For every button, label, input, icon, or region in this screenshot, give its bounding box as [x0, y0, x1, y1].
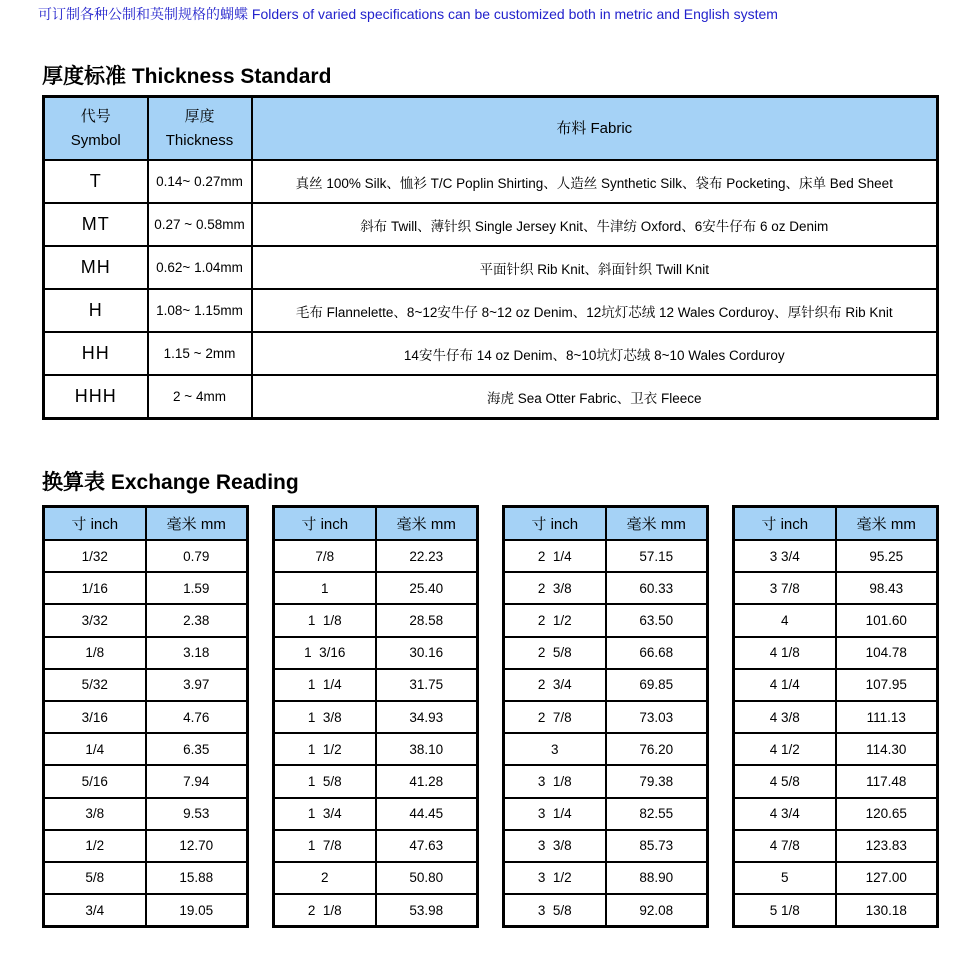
exchange-row	[734, 540, 938, 572]
inch-cell: 5/16	[44, 765, 146, 797]
thickness-table-header	[44, 97, 938, 161]
mm-cell: 127.00	[836, 862, 938, 894]
exchange-row	[274, 637, 478, 669]
mm-cell: 120.65	[836, 798, 938, 830]
fabric-cell: 14安牛仔布 14 oz Denim、8~10坑灯芯绒 8~10 Wales Corduroy	[252, 332, 938, 375]
mm-cell: 79.38	[606, 765, 708, 797]
inch-cell: 1/16	[44, 572, 146, 604]
exchange-table-body	[734, 540, 938, 927]
fabric-cell: 斜布 Twill、薄针织 Single Jersey Knit、牛津纺 Oxford、6安牛仔布 6 oz Denim	[252, 203, 938, 246]
exchange-row	[734, 604, 938, 636]
inch-cell: 3 1/4	[504, 798, 606, 830]
thickness-cell: 2 ~ 4mm	[148, 375, 252, 419]
symbol-cell: MH	[44, 246, 148, 289]
exchange-row	[44, 701, 248, 733]
thickness-table-body	[44, 160, 938, 419]
thickness-cell: 0.14~ 0.27mm	[148, 160, 252, 203]
thickness-header-zh: 厚度	[184, 108, 215, 126]
exchange-row	[734, 798, 938, 830]
exchange-row	[44, 572, 248, 604]
thickness-row	[44, 332, 938, 375]
exchange-table-body	[274, 540, 478, 927]
mm-cell: 114.30	[836, 733, 938, 765]
exchange-table-header	[504, 507, 708, 541]
exchange-row	[504, 572, 708, 604]
symbol-cell: HH	[44, 332, 148, 375]
exchange-row	[504, 830, 708, 862]
exchange-row	[274, 572, 478, 604]
exchange-table	[732, 505, 939, 928]
mm-cell: 6.35	[146, 733, 248, 765]
mm-cell: 107.95	[836, 669, 938, 701]
inch-cell: 5/32	[44, 669, 146, 701]
mm-cell: 92.08	[606, 894, 708, 927]
fabric-cell: 真丝 100% Silk、恤衫 T/C Poplin Shirting、人造丝 Synthetic Silk、袋布 Pocketing、床单 Bed Sheet	[252, 160, 938, 203]
exchange-header-row	[274, 507, 478, 541]
exchange-row	[274, 830, 478, 862]
mm-cell: 38.10	[376, 733, 478, 765]
mm-cell: 3.18	[146, 637, 248, 669]
fabric-cell: 平面针织 Rib Knit、斜面针织 Twill Knit	[252, 246, 938, 289]
exchange-row	[504, 733, 708, 765]
inch-cell: 1 1/8	[274, 604, 376, 636]
exchange-row	[44, 604, 248, 636]
symbol-header-en: Symbol	[70, 131, 121, 149]
inch-cell: 2	[274, 862, 376, 894]
symbol-header-zh: 代号	[80, 108, 111, 126]
exchange-row	[734, 862, 938, 894]
inch-cell: 1/4	[44, 733, 146, 765]
inch-cell: 3 3/4	[734, 540, 836, 572]
mm-cell: 53.98	[376, 894, 478, 927]
inch-cell: 4 1/2	[734, 733, 836, 765]
mm-cell: 22.23	[376, 540, 478, 572]
exchange-row	[274, 765, 478, 797]
mm-cell: 41.28	[376, 765, 478, 797]
inch-column-header: 寸 inch	[274, 507, 376, 541]
inch-cell: 3	[504, 733, 606, 765]
inch-cell: 1 5/8	[274, 765, 376, 797]
exchange-table-body	[44, 540, 248, 927]
mm-cell: 85.73	[606, 830, 708, 862]
inch-cell: 1 3/16	[274, 637, 376, 669]
inch-cell: 1	[274, 572, 376, 604]
inch-cell: 3/8	[44, 798, 146, 830]
mm-cell: 111.13	[836, 701, 938, 733]
inch-cell: 4 1/8	[734, 637, 836, 669]
symbol-cell: T	[44, 160, 148, 203]
inch-cell: 4 3/4	[734, 798, 836, 830]
fabric-cell: 海虎 Sea Otter Fabric、卫衣 Fleece	[252, 375, 938, 419]
mm-cell: 31.75	[376, 669, 478, 701]
inch-cell: 1/8	[44, 637, 146, 669]
exchange-row	[734, 572, 938, 604]
thickness-cell: 0.62~ 1.04mm	[148, 246, 252, 289]
inch-cell: 4	[734, 604, 836, 636]
exchange-row	[274, 798, 478, 830]
mm-cell: 88.90	[606, 862, 708, 894]
symbol-cell: MT	[44, 203, 148, 246]
mm-cell: 76.20	[606, 733, 708, 765]
inch-cell: 1 3/4	[274, 798, 376, 830]
inch-cell: 2 3/4	[504, 669, 606, 701]
customization-note: 可订制各种公制和英制规格的蝴蝶 Folders of varied specifications can be customized both in metric and English system	[38, 6, 778, 22]
mm-cell: 9.53	[146, 798, 248, 830]
exchange-row	[504, 637, 708, 669]
mm-cell: 44.45	[376, 798, 478, 830]
exchange-row	[734, 701, 938, 733]
mm-column-header: 毫米 mm	[146, 507, 248, 541]
thickness-cell: 0.27 ~ 0.58mm	[148, 203, 252, 246]
mm-cell: 101.60	[836, 604, 938, 636]
thickness-row	[44, 203, 938, 246]
thickness-header-en: Thickness	[165, 131, 234, 149]
mm-cell: 2.38	[146, 604, 248, 636]
mm-column-header: 毫米 mm	[836, 507, 938, 541]
fabric-column-header: 布料 Fabric	[252, 97, 938, 161]
exchange-row	[44, 765, 248, 797]
inch-cell: 2 1/4	[504, 540, 606, 572]
mm-cell: 15.88	[146, 862, 248, 894]
mm-cell: 60.33	[606, 572, 708, 604]
inch-cell: 5 1/8	[734, 894, 836, 927]
mm-cell: 98.43	[836, 572, 938, 604]
mm-cell: 47.63	[376, 830, 478, 862]
exchange-row	[44, 637, 248, 669]
mm-cell: 25.40	[376, 572, 478, 604]
mm-cell: 95.25	[836, 540, 938, 572]
inch-cell: 1 7/8	[274, 830, 376, 862]
exchange-row	[44, 830, 248, 862]
symbol-column-header	[44, 97, 148, 161]
symbol-cell: HHH	[44, 375, 148, 419]
mm-cell: 7.94	[146, 765, 248, 797]
exchange-table-header	[274, 507, 478, 541]
exchange-table-header	[44, 507, 248, 541]
exchange-row	[44, 894, 248, 927]
exchange-row	[734, 830, 938, 862]
inch-cell: 2 1/2	[504, 604, 606, 636]
exchange-row	[274, 540, 478, 572]
inch-cell: 1 1/2	[274, 733, 376, 765]
exchange-row	[504, 604, 708, 636]
inch-cell: 4 1/4	[734, 669, 836, 701]
inch-cell: 3/4	[44, 894, 146, 927]
mm-cell: 1.59	[146, 572, 248, 604]
mm-cell: 130.18	[836, 894, 938, 927]
mm-cell: 34.93	[376, 701, 478, 733]
exchange-row	[734, 894, 938, 927]
exchange-row	[504, 669, 708, 701]
exchange-row	[44, 733, 248, 765]
exchange-row	[44, 669, 248, 701]
exchange-header-row	[44, 507, 248, 541]
exchange-row	[44, 540, 248, 572]
exchange-table-header	[734, 507, 938, 541]
inch-cell: 4 7/8	[734, 830, 836, 862]
mm-cell: 104.78	[836, 637, 938, 669]
exchange-row	[274, 733, 478, 765]
exchange-table	[42, 505, 249, 928]
mm-cell: 82.55	[606, 798, 708, 830]
exchange-row	[734, 765, 938, 797]
inch-cell: 4 5/8	[734, 765, 836, 797]
thickness-row	[44, 375, 938, 419]
inch-cell: 5/8	[44, 862, 146, 894]
exchange-row	[504, 701, 708, 733]
exchange-row	[504, 798, 708, 830]
inch-cell: 1 3/8	[274, 701, 376, 733]
inch-cell: 3 5/8	[504, 894, 606, 927]
inch-column-header: 寸 inch	[734, 507, 836, 541]
exchange-row	[44, 798, 248, 830]
exchange-row	[504, 765, 708, 797]
inch-column-header: 寸 inch	[504, 507, 606, 541]
exchange-header-row	[504, 507, 708, 541]
mm-cell: 123.83	[836, 830, 938, 862]
symbol-cell: H	[44, 289, 148, 332]
exchange-row	[274, 604, 478, 636]
thickness-standard-table	[42, 95, 939, 420]
inch-cell: 1 1/4	[274, 669, 376, 701]
exchange-row	[734, 637, 938, 669]
inch-cell: 3 7/8	[734, 572, 836, 604]
mm-cell: 69.85	[606, 669, 708, 701]
exchange-header-row	[734, 507, 938, 541]
inch-cell: 1/32	[44, 540, 146, 572]
inch-cell: 3/16	[44, 701, 146, 733]
mm-cell: 3.97	[146, 669, 248, 701]
exchange-tables-container	[42, 505, 939, 928]
exchange-row	[274, 669, 478, 701]
inch-cell: 3 3/8	[504, 830, 606, 862]
mm-cell: 63.50	[606, 604, 708, 636]
mm-column-header: 毫米 mm	[606, 507, 708, 541]
exchange-row	[504, 894, 708, 927]
inch-cell: 3 1/8	[504, 765, 606, 797]
exchange-section-title: 换算表 Exchange Reading	[42, 471, 299, 494]
mm-cell: 19.05	[146, 894, 248, 927]
exchange-table-body	[504, 540, 708, 927]
mm-cell: 30.16	[376, 637, 478, 669]
inch-cell: 2 3/8	[504, 572, 606, 604]
exchange-row	[274, 894, 478, 927]
exchange-row	[504, 540, 708, 572]
exchange-row	[504, 862, 708, 894]
mm-cell: 73.03	[606, 701, 708, 733]
mm-cell: 0.79	[146, 540, 248, 572]
thickness-row	[44, 246, 938, 289]
inch-cell: 2 5/8	[504, 637, 606, 669]
inch-cell: 2 7/8	[504, 701, 606, 733]
thickness-cell: 1.15 ~ 2mm	[148, 332, 252, 375]
exchange-row	[274, 862, 478, 894]
thickness-column-header	[148, 97, 252, 161]
thickness-section-title: 厚度标准 Thickness Standard	[42, 65, 332, 88]
exchange-row	[734, 669, 938, 701]
exchange-table	[502, 505, 709, 928]
inch-column-header: 寸 inch	[44, 507, 146, 541]
exchange-row	[274, 701, 478, 733]
thickness-row	[44, 289, 938, 332]
inch-cell: 3/32	[44, 604, 146, 636]
exchange-table	[272, 505, 479, 928]
mm-cell: 12.70	[146, 830, 248, 862]
thickness-row	[44, 160, 938, 203]
thickness-cell: 1.08~ 1.15mm	[148, 289, 252, 332]
mm-cell: 57.15	[606, 540, 708, 572]
fabric-cell: 毛布 Flannelette、8~12安牛仔 8~12 oz Denim、12坑灯芯绒 12 Wales Corduroy、厚针织布 Rib Knit	[252, 289, 938, 332]
mm-cell: 66.68	[606, 637, 708, 669]
inch-cell: 2 1/8	[274, 894, 376, 927]
mm-cell: 50.80	[376, 862, 478, 894]
exchange-row	[734, 733, 938, 765]
mm-cell: 28.58	[376, 604, 478, 636]
mm-cell: 117.48	[836, 765, 938, 797]
thickness-header-row	[44, 97, 938, 161]
inch-cell: 3 1/2	[504, 862, 606, 894]
inch-cell: 5	[734, 862, 836, 894]
exchange-row	[44, 862, 248, 894]
inch-cell: 1/2	[44, 830, 146, 862]
inch-cell: 7/8	[274, 540, 376, 572]
inch-cell: 4 3/8	[734, 701, 836, 733]
mm-cell: 4.76	[146, 701, 248, 733]
mm-column-header: 毫米 mm	[376, 507, 478, 541]
